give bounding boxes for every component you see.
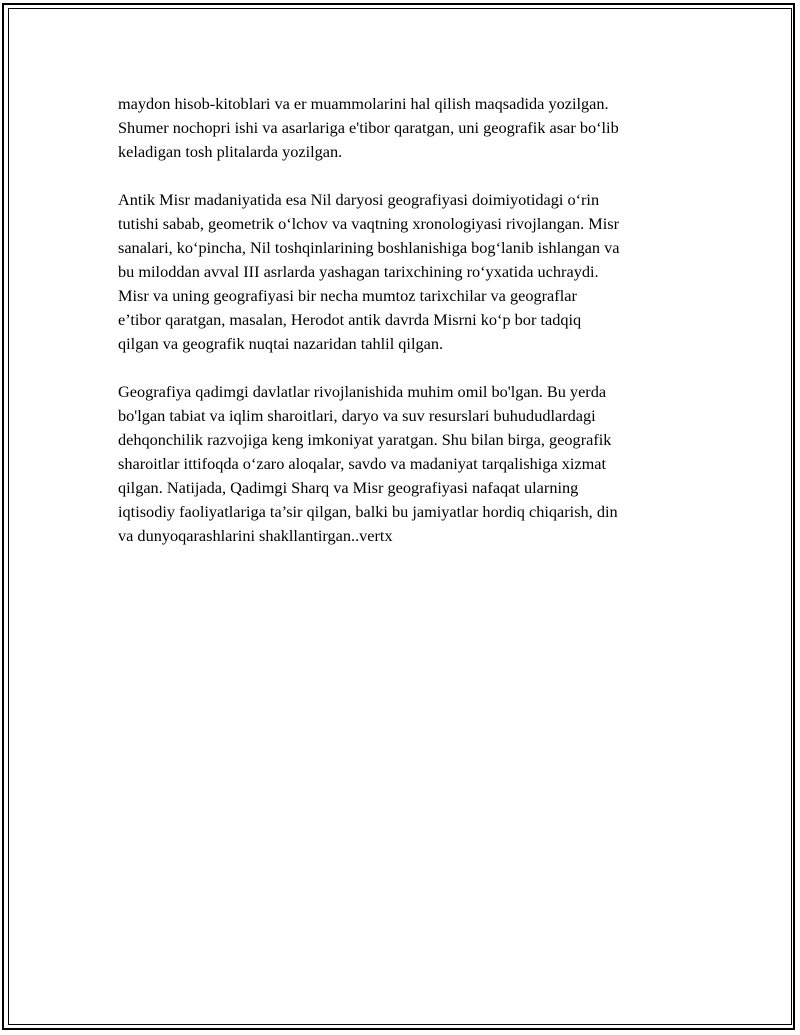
paragraph-sumer [118,92,698,164]
text-line: dehqonchilik razvojiga keng imkoniyat yaratgan. Shu bilan birga, geografik [118,430,612,449]
text-line: e’tibor qaratgan, masalan, Herodot antik davrda Misrni ko‘p bor tadqiq [118,310,582,329]
text-line: va dunyoqarashlarini shakllantirgan..vertx [118,526,393,545]
text-line: qilgan va geografik nuqtai nazaridan tahlil qilgan. [118,334,444,353]
text-line: Geografiya qadimgi davlatlar rivojlanishida muhim omil bo'lgan. Bu yerda [118,382,607,401]
text-line: Antik Misr madaniyatida esa Nil daryosi geografiyasi doimiyotidagi o‘rin [118,190,600,209]
text-line: maydon hisob-kitoblari va er muammolarini hal qilish maqsadida yozilgan. [118,94,609,113]
text-line: keladigan tosh plitalarda yozilgan. [118,142,343,161]
text-line: sharoitlar ittifoqda o‘zaro aloqalar, savdo va madaniyat tarqalishiga xizmat [118,454,607,473]
text-line: Shumer nochopri ishi va asarlariga e'tibor qaratgan, uni geografik asar bo‘lib [118,118,619,137]
text-line: bu miloddan avval III asrlarda yashagan tarixchining ro‘yxatida uchraydi. [118,262,599,281]
text-line: bo'lgan tabiat va iqlim sharoitlari, daryo va suv resurslari buhududlardagi [118,406,596,425]
paragraph-misr [118,188,698,356]
text-line: sanalari, ko‘pincha, Nil toshqinlarining boshlanishiga bog‘lanib ishlangan va [118,238,620,257]
paragraph-geografiya [118,380,698,548]
text-line: qilgan. Natijada, Qadimgi Sharq va Misr geografiyasi nafaqat ularning [118,478,579,497]
text-line: tutishi sabab, geometrik o‘lchov va vaqtning xronologiyasi rivojlangan. Misr [118,214,620,233]
text-line: Misr va uning geografiyasi bir necha mumtoz tarixchilar va geograflar [118,286,577,305]
document-body [118,92,698,572]
text-line: iqtisodiy faoliyatlariga ta’sir qilgan, balki bu jamiyatlar hordiq chiqarish, din [118,502,618,521]
